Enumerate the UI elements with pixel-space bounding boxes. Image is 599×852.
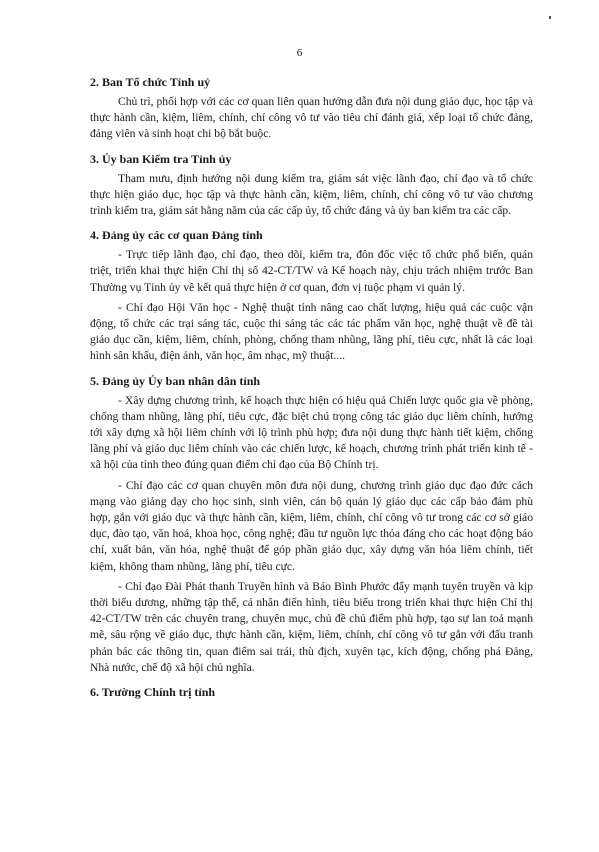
section-heading: 5. Đảng ủy Ủy ban nhân dân tỉnh <box>90 373 261 388</box>
section-heading: 4. Đảng ủy các cơ quan Đảng tỉnh <box>90 228 263 243</box>
paragraph: - Trực tiếp lãnh đạo, chỉ đạo, theo dõi, kiểm tra, đôn đốc việc tổ chức phổ biến, quán triệt, triển khai thực hiện Chỉ thị số 42-CT/TW và Kế hoạch này, chịu trách nhiệm trước Ban Thường vụ Tỉnh ủy về kết quả thực hiện ở cơ quan, đơn vị tuộc phạm vi quản lý. <box>90 248 533 294</box>
scan-mark <box>549 16 551 19</box>
document-body <box>90 70 533 704</box>
paragraph: - Chỉ đạo Hội Văn học - Nghệ thuật tỉnh nâng cao chất lượng, hiệu quả các cuộc vận động, tổ chức các trại sáng tác, cuộc thi sáng tác các tác phẩm văn học, nghệ thuật về đề tài giáo dục cần, kiệm, liêm, chính, phòng, chống tham nhũng, lãng phí, tiêu cực, nhất là các loại hình sân khấu, điện ảnh, văn học, âm nhạc, mỹ thuật.... <box>90 300 533 363</box>
section-2 <box>90 70 533 143</box>
section-heading: 3. Ủy ban Kiểm tra Tỉnh ủy <box>90 151 232 166</box>
section-3 <box>90 147 533 220</box>
section-5 <box>90 369 533 676</box>
section-4 <box>90 223 533 364</box>
section-heading: 6. Trường Chính trị tỉnh <box>90 685 216 700</box>
paragraph: - Chỉ đạo Đài Phát thanh Truyền hình và Báo Bình Phước đẩy mạnh tuyên truyền và kịp thời biểu dương, những tập thể, cá nhân điển hình, tiêu biểu trong triển khai thực hiện Chỉ thị 42-CT/TW trên các chuyên trang, chuyên mục, chủ đề chủ điểm phù hợp, tạo sự lan toả mạnh mẽ, sâu rộng về giáo dục, thực hành cần, kiệm, liêm, chính, chí công vô tư gắn với đấu tranh phản bác các thông tin, quan điểm sai trái, thù địch, xuyên tạc, kích động, chống phá Đảng, Nhà nước, chế độ xã hội chủ nghĩa. <box>90 579 533 674</box>
paragraph: - Xây dựng chương trình, kế hoạch thực hiện có hiệu quả Chiến lược quốc gia về phòng, chống tham nhũng, lãng phí, tiêu cực, đặc biệt chú trọng công tác giáo dục liêm chính, hướng tới xây dựng xã hội liêm chính với lộ trình phù hợp; đưa nội dung thực hành tiết kiệm, chống lãng phí và giáo dục liêm chính vào các chiến lược, kế hoạch, chương trình phát triển kinh tế - xã hội của tỉnh theo đúng quan điểm chỉ đạo của Bộ Chính trị. <box>90 393 533 472</box>
paragraph: - Chỉ đạo các cơ quan chuyên môn đưa nội dung, chương trình giáo dục đạo đức cách mạng vào giảng dạy cho học sinh, sinh viên, cán bộ quản lý giáo dục các cấp bảo đảm phù hợp, gắn với giáo dục và thực hành cần, kiệm, liêm, chính, chí công vô tư trong các cơ sở giáo dục, đào tạo, văn hoá, khoa học, công nghệ; đầu tư nguồn lực thỏa đáng cho các hoạt động báo chí, xuất bản, văn hóa, nghệ thuật để góp phần giáo dục, xây dựng văn hóa liêm chính, tiết kiệm, không tham nhũng, lãng phí, tiêu cực. <box>90 478 533 573</box>
paragraph: Tham mưu, định hướng nội dung kiểm tra, giám sát việc lãnh đạo, chỉ đạo và tổ chức thực hiện giáo dục, học tập và thực hành cần, kiệm, liêm, chính, chí công vô tư vào chương trình kiểm tra, giám sát hằng năm của các cấp ủy, tổ chức đảng và ủy ban kiểm tra các cấp. <box>90 171 533 218</box>
section-6 <box>90 680 533 700</box>
section-heading: 2. Ban Tổ chức Tỉnh uỷ <box>90 75 211 89</box>
paragraph: Chủ trì, phối hợp với các cơ quan liên quan hướng dẫn đưa nội dung giáo dục, học tập và thực hành cần, kiệm, liêm, chính, chí công vô tư vào tiêu chí đánh giá, xếp loại tổ chức đảng, đảng viên và sinh hoạt chi bộ bắt buộc. <box>90 95 533 141</box>
page-number: 6 <box>296 47 303 59</box>
